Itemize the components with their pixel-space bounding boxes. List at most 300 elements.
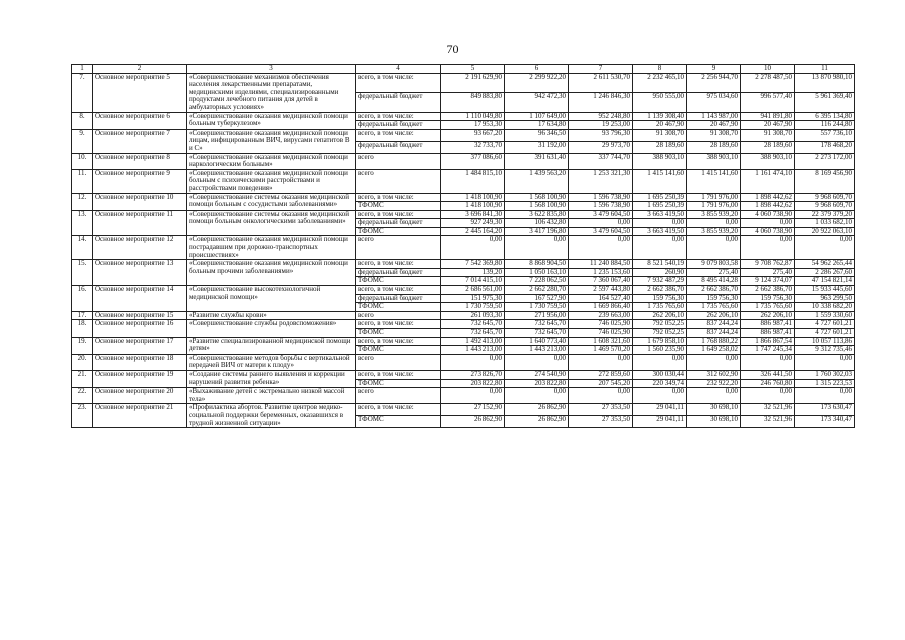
funding-source: всего <box>356 236 441 260</box>
row-number: 19. <box>72 337 93 354</box>
amount-cell: 312 602,90 <box>687 370 741 379</box>
table-row <box>72 210 855 219</box>
amount-cell: 1 033 682,10 <box>795 219 855 228</box>
amount-cell: 2 273 172,00 <box>795 153 855 169</box>
amount-cell: 0,00 <box>795 236 855 260</box>
amount-cell: 2 686 561,00 <box>441 286 505 295</box>
amount-cell: 1 898 442,62 <box>741 202 795 211</box>
amount-cell: 27 353,50 <box>569 416 633 428</box>
amount-cell: 1 418 100,90 <box>441 193 505 202</box>
event-name: Основное мероприятие 14 <box>93 286 187 312</box>
amount-cell: 377 086,60 <box>441 153 505 169</box>
amount-cell: 792 052,25 <box>633 329 687 338</box>
amount-cell: 849 883,80 <box>441 93 505 112</box>
amount-cell: 1 735 765,60 <box>687 303 741 312</box>
amount-cell: 1 866 867,54 <box>741 337 795 346</box>
event-description: «Совершенствование системы оказания медицинской помощи больным с сосудистыми заболеваниями» <box>187 193 356 210</box>
funding-source: всего, в том числе: <box>356 210 441 219</box>
amount-cell: 22 379 379,20 <box>795 210 855 219</box>
amount-cell: 1 747 245,34 <box>741 346 795 355</box>
amount-cell: 9 124 374,07 <box>741 277 795 286</box>
amount-cell: 0,00 <box>569 354 633 370</box>
amount-cell: 2 662 280,70 <box>505 286 569 295</box>
event-description: «Совершенствование оказания медицинской помощи лицам, инфицированным ВИЧ, вирусами гепатитов В и С» <box>187 129 356 153</box>
amount-cell: 139,20 <box>441 268 505 277</box>
funding-source: всего <box>356 311 441 320</box>
amount-cell: 47 154 821,14 <box>795 277 855 286</box>
event-name: Основное мероприятие 16 <box>93 320 187 337</box>
amount-cell: 732 645,70 <box>505 320 569 329</box>
event-description: «Совершенствование оказания медицинской помощи наркологическим больным» <box>187 153 356 169</box>
event-name: Основное мероприятие 10 <box>93 193 187 210</box>
row-number: 17. <box>72 311 93 320</box>
amount-cell: 173 630,47 <box>795 404 855 416</box>
row-number: 16. <box>72 286 93 312</box>
amount-cell: 20 922 063,10 <box>795 227 855 236</box>
amount-cell: 17 953,30 <box>441 121 505 130</box>
amount-cell: 0,00 <box>505 354 569 370</box>
amount-cell: 8 169 456,90 <box>795 169 855 193</box>
header-cell: 10 <box>741 65 795 74</box>
amount-cell: 7 014 415,10 <box>441 277 505 286</box>
amount-cell: 17 634,80 <box>505 121 569 130</box>
funding-source: всего <box>356 388 441 404</box>
amount-cell: 1 246 846,30 <box>569 93 633 112</box>
amount-cell: 8 868 904,50 <box>505 260 569 269</box>
amount-cell: 2 445 164,20 <box>441 227 505 236</box>
amount-cell: 1 768 880,22 <box>687 337 741 346</box>
row-number: 12. <box>72 193 93 210</box>
amount-cell: 941 891,80 <box>741 112 795 121</box>
amount-cell: 20 467,90 <box>741 121 795 130</box>
funding-source: всего, в том числе: <box>356 129 441 141</box>
row-number: 9. <box>72 129 93 153</box>
row-number: 18. <box>72 320 93 337</box>
event-description: «Совершенствование службы родовспоможения» <box>187 320 356 337</box>
amount-cell: 1 730 759,50 <box>505 303 569 312</box>
funding-source: всего <box>356 169 441 193</box>
funding-source: ТФОМС <box>356 379 441 388</box>
amount-cell: 91 308,70 <box>687 129 741 141</box>
event-name: Основное мероприятие 21 <box>93 404 187 428</box>
amount-cell: 1 679 858,10 <box>633 337 687 346</box>
amount-cell: 203 822,80 <box>505 379 569 388</box>
amount-cell: 1 469 570,20 <box>569 346 633 355</box>
event-description: «Создание системы раннего выявления и коррекции нарушений развития ребенка» <box>187 370 356 387</box>
amount-cell: 178 468,20 <box>795 141 855 153</box>
amount-cell: 732 645,70 <box>441 320 505 329</box>
amount-cell: 0,00 <box>795 388 855 404</box>
amount-cell: 26 862,90 <box>441 416 505 428</box>
amount-cell: 1 143 987,00 <box>687 112 741 121</box>
funding-source: федеральный бюджет <box>356 219 441 228</box>
amount-cell: 746 025,90 <box>569 329 633 338</box>
amount-cell: 1 560 235,90 <box>633 346 687 355</box>
funding-source: всего, в том числе: <box>356 193 441 202</box>
funding-source: ТФОМС <box>356 303 441 312</box>
event-name: Основное мероприятие 13 <box>93 260 187 286</box>
table-row <box>72 129 855 141</box>
amount-cell: 0,00 <box>687 354 741 370</box>
amount-cell: 7 228 062,50 <box>505 277 569 286</box>
amount-cell: 31 192,00 <box>505 141 569 153</box>
amount-cell: 4 060 738,90 <box>741 210 795 219</box>
amount-cell: 1 235 153,60 <box>569 268 633 277</box>
amount-cell: 10 338 682,20 <box>795 303 855 312</box>
amount-cell: 3 855 939,20 <box>687 227 741 236</box>
amount-cell: 20 467,90 <box>633 121 687 130</box>
event-name: Основное мероприятие 7 <box>93 129 187 153</box>
event-name: Основное мероприятие 6 <box>93 112 187 129</box>
header-row <box>72 65 855 74</box>
amount-cell: 746 025,90 <box>569 320 633 329</box>
amount-cell: 837 244,24 <box>687 329 741 338</box>
amount-cell: 9 708 762,87 <box>741 260 795 269</box>
event-name: Основное мероприятие 15 <box>93 311 187 320</box>
amount-cell: 1 418 100,90 <box>441 202 505 211</box>
table-row <box>72 286 855 295</box>
amount-cell: 0,00 <box>569 236 633 260</box>
amount-cell: 1 161 474,10 <box>741 169 795 193</box>
amount-cell: 1 669 866,40 <box>569 303 633 312</box>
event-description: «Выхаживание детей с экстремально низкой массой тела» <box>187 388 356 404</box>
amount-cell: 0,00 <box>687 236 741 260</box>
amount-cell: 167 527,90 <box>505 294 569 303</box>
table-row <box>72 311 855 320</box>
amount-cell: 5 961 369,40 <box>795 93 855 112</box>
amount-cell: 27 152,90 <box>441 404 505 416</box>
event-description: «Профилактика абортов. Развитие центров медико-социальной поддержки беременных, оказавшихся в трудной жизненной ситуации» <box>187 404 356 428</box>
amount-cell: 1 253 321,30 <box>569 169 633 193</box>
header-cell: 8 <box>633 65 687 74</box>
amount-cell: 32 521,96 <box>741 416 795 428</box>
event-description: «Совершенствование оказания медицинской помощи больным туберкулезом» <box>187 112 356 129</box>
amount-cell: 9 968 609,70 <box>795 193 855 202</box>
funding-source: всего, в том числе: <box>356 112 441 121</box>
amount-cell: 1 791 976,00 <box>687 193 741 202</box>
amount-cell: 3 663 419,50 <box>633 227 687 236</box>
amount-cell: 29 041,11 <box>633 404 687 416</box>
amount-cell: 3 622 835,80 <box>505 210 569 219</box>
amount-cell: 220 349,74 <box>633 379 687 388</box>
amount-cell: 116 244,80 <box>795 121 855 130</box>
header-cell: 2 <box>93 65 187 74</box>
amount-cell: 8 495 414,28 <box>687 277 741 286</box>
amount-cell: 1 735 765,60 <box>741 303 795 312</box>
header-cell: 6 <box>505 65 569 74</box>
amount-cell: 28 189,60 <box>633 141 687 153</box>
event-name: Основное мероприятие 9 <box>93 169 187 193</box>
amount-cell: 300 030,44 <box>633 370 687 379</box>
amount-cell: 1 695 250,39 <box>633 193 687 202</box>
amount-cell: 1 050 163,10 <box>505 268 569 277</box>
event-name: Основное мероприятие 12 <box>93 236 187 260</box>
row-number: 21. <box>72 370 93 387</box>
amount-cell: 32 733,70 <box>441 141 505 153</box>
amount-cell: 1 415 141,60 <box>633 169 687 193</box>
amount-cell: 2 278 487,50 <box>741 73 795 92</box>
amount-cell: 886 987,41 <box>741 320 795 329</box>
amount-cell: 1 110 049,80 <box>441 112 505 121</box>
event-description: «Развитие службы крови» <box>187 311 356 320</box>
amount-cell: 1 443 213,00 <box>441 346 505 355</box>
header-cell: 11 <box>795 65 855 74</box>
table-row <box>72 193 855 202</box>
amount-cell: 927 249,30 <box>441 219 505 228</box>
amount-cell: 0,00 <box>633 388 687 404</box>
amount-cell: 29 973,70 <box>569 141 633 153</box>
amount-cell: 30 698,10 <box>687 416 741 428</box>
amount-cell: 1 596 738,90 <box>569 202 633 211</box>
event-name: Основное мероприятие 5 <box>93 73 187 112</box>
amount-cell: 0,00 <box>633 236 687 260</box>
amount-cell: 4 060 738,90 <box>741 227 795 236</box>
amount-cell: 0,00 <box>441 354 505 370</box>
amount-cell: 275,40 <box>741 268 795 277</box>
amount-cell: 557 736,10 <box>795 129 855 141</box>
amount-cell: 91 308,70 <box>741 129 795 141</box>
row-number: 7. <box>72 73 93 112</box>
amount-cell: 203 822,80 <box>441 379 505 388</box>
funding-source: всего, в том числе: <box>356 320 441 329</box>
amount-cell: 2 299 922,20 <box>505 73 569 92</box>
amount-cell: 0,00 <box>505 236 569 260</box>
amount-cell: 151 975,30 <box>441 294 505 303</box>
funding-source: всего, в том числе: <box>356 260 441 269</box>
amount-cell: 2 191 629,90 <box>441 73 505 92</box>
amount-cell: 3 696 841,30 <box>441 210 505 219</box>
header-cell: 3 <box>187 65 356 74</box>
funding-source: всего <box>356 354 441 370</box>
amount-cell: 0,00 <box>441 388 505 404</box>
amount-cell: 391 631,40 <box>505 153 569 169</box>
amount-cell: 273 826,70 <box>441 370 505 379</box>
amount-cell: 7 932 487,29 <box>633 277 687 286</box>
amount-cell: 3 417 196,80 <box>505 227 569 236</box>
amount-cell: 886 987,41 <box>741 329 795 338</box>
row-number: 11. <box>72 169 93 193</box>
amount-cell: 7 360 067,40 <box>569 277 633 286</box>
amount-cell: 0,00 <box>687 219 741 228</box>
table-row <box>72 404 855 416</box>
amount-cell: 1 568 100,90 <box>505 193 569 202</box>
amount-cell: 1 139 308,40 <box>633 112 687 121</box>
amount-cell: 0,00 <box>441 236 505 260</box>
event-name: Основное мероприятие 19 <box>93 370 187 387</box>
row-number: 15. <box>72 260 93 286</box>
amount-cell: 2 597 443,80 <box>569 286 633 295</box>
amount-cell: 30 698,10 <box>687 404 741 416</box>
page-number: 70 <box>446 42 459 56</box>
table-row <box>72 73 855 92</box>
event-description: «Совершенствование оказания медицинской помощи пострадавшим при дорожно-транспортных происшествиях» <box>187 236 356 260</box>
row-number: 23. <box>72 404 93 428</box>
amount-cell: 388 903,10 <box>687 153 741 169</box>
funding-source: ТФОМС <box>356 277 441 286</box>
amount-cell: 164 527,40 <box>569 294 633 303</box>
table-row <box>72 354 855 370</box>
row-number: 20. <box>72 354 93 370</box>
amount-cell: 262 206,10 <box>633 311 687 320</box>
event-description: «Совершенствование оказания медицинской помощи больным прочими заболеваниями» <box>187 260 356 286</box>
table-row <box>72 388 855 404</box>
amount-cell: 2 662 386,70 <box>741 286 795 295</box>
event-description: «Совершенствование высокотехнологичной медицинской помощи» <box>187 286 356 312</box>
event-description: «Совершенствование механизмов обеспечения населения лекарственными препаратами, медицинскими изделиями, специализированными продуктами лечебного питания для детей в амбулаторных условиях» <box>187 73 356 112</box>
table-row <box>72 112 855 121</box>
amount-cell: 3 855 939,20 <box>687 210 741 219</box>
amount-cell: 2 662 386,70 <box>687 286 741 295</box>
amount-cell: 2 232 465,10 <box>633 73 687 92</box>
amount-cell: 13 870 980,10 <box>795 73 855 92</box>
amount-cell: 29 041,11 <box>633 416 687 428</box>
funding-source: ТФОМС <box>356 346 441 355</box>
amount-cell: 26 862,90 <box>505 404 569 416</box>
event-name: Основное мероприятие 11 <box>93 210 187 236</box>
event-name: Основное мероприятие 20 <box>93 388 187 404</box>
amount-cell: 207 545,20 <box>569 379 633 388</box>
amount-cell: 952 248,80 <box>569 112 633 121</box>
amount-cell: 19 253,00 <box>569 121 633 130</box>
amount-cell: 2 611 530,70 <box>569 73 633 92</box>
amount-cell: 0,00 <box>795 354 855 370</box>
amount-cell: 0,00 <box>633 219 687 228</box>
amount-cell: 0,00 <box>741 219 795 228</box>
amount-cell: 1 596 738,90 <box>569 193 633 202</box>
amount-cell: 1 484 815,10 <box>441 169 505 193</box>
budget-table <box>71 64 855 428</box>
amount-cell: 6 395 134,80 <box>795 112 855 121</box>
amount-cell: 1 791 976,00 <box>687 202 741 211</box>
amount-cell: 8 521 540,19 <box>633 260 687 269</box>
amount-cell: 262 206,10 <box>687 311 741 320</box>
amount-cell: 1 107 649,00 <box>505 112 569 121</box>
amount-cell: 975 034,60 <box>687 93 741 112</box>
amount-cell: 388 903,10 <box>633 153 687 169</box>
amount-cell: 0,00 <box>687 388 741 404</box>
amount-cell: 7 542 369,80 <box>441 260 505 269</box>
funding-source: федеральный бюджет <box>356 268 441 277</box>
amount-cell: 942 472,30 <box>505 93 569 112</box>
amount-cell: 2 662 386,70 <box>633 286 687 295</box>
amount-cell: 54 962 265,44 <box>795 260 855 269</box>
amount-cell: 275,40 <box>687 268 741 277</box>
funding-source: ТФОМС <box>356 329 441 338</box>
amount-cell: 4 727 601,21 <box>795 320 855 329</box>
funding-source: федеральный бюджет <box>356 141 441 153</box>
header-cell: 4 <box>356 65 441 74</box>
amount-cell: 26 862,90 <box>505 416 569 428</box>
amount-cell: 1 608 321,60 <box>569 337 633 346</box>
amount-cell: 732 645,70 <box>505 329 569 338</box>
table-row <box>72 337 855 346</box>
header-cell: 1 <box>72 65 93 74</box>
amount-cell: 0,00 <box>741 354 795 370</box>
amount-cell: 950 555,00 <box>633 93 687 112</box>
amount-cell: 0,00 <box>633 354 687 370</box>
amount-cell: 106 432,80 <box>505 219 569 228</box>
table-row <box>72 169 855 193</box>
amount-cell: 93 796,30 <box>569 129 633 141</box>
funding-source: ТФОМС <box>356 416 441 428</box>
amount-cell: 2 286 267,60 <box>795 268 855 277</box>
table-row <box>72 260 855 269</box>
amount-cell: 262 206,10 <box>741 311 795 320</box>
amount-cell: 0,00 <box>569 219 633 228</box>
amount-cell: 173 340,47 <box>795 416 855 428</box>
amount-cell: 3 479 604,50 <box>569 210 633 219</box>
row-number: 22. <box>72 388 93 404</box>
header-cell: 5 <box>441 65 505 74</box>
amount-cell: 0,00 <box>741 388 795 404</box>
funding-source: всего, в том числе: <box>356 337 441 346</box>
header-cell: 7 <box>569 65 633 74</box>
amount-cell: 1 735 765,60 <box>633 303 687 312</box>
amount-cell: 326 441,50 <box>741 370 795 379</box>
amount-cell: 963 299,50 <box>795 294 855 303</box>
amount-cell: 93 667,20 <box>441 129 505 141</box>
amount-cell: 32 521,96 <box>741 404 795 416</box>
funding-source: федеральный бюджет <box>356 121 441 130</box>
funding-source: ТФОМС <box>356 227 441 236</box>
row-number: 14. <box>72 236 93 260</box>
amount-cell: 1 730 759,50 <box>441 303 505 312</box>
funding-source: всего, в том числе: <box>356 370 441 379</box>
amount-cell: 3 479 604,50 <box>569 227 633 236</box>
amount-cell: 732 645,70 <box>441 329 505 338</box>
funding-source: всего, в том числе: <box>356 286 441 295</box>
amount-cell: 2 256 944,70 <box>687 73 741 92</box>
amount-cell: 27 353,50 <box>569 404 633 416</box>
amount-cell: 20 467,90 <box>687 121 741 130</box>
event-description: «Развитие специализированной медицинской помощи детям» <box>187 337 356 354</box>
amount-cell: 1 898 442,62 <box>741 193 795 202</box>
row-number: 8. <box>72 112 93 129</box>
amount-cell: 1 649 258,02 <box>687 346 741 355</box>
amount-cell: 159 756,30 <box>687 294 741 303</box>
amount-cell: 11 240 884,50 <box>569 260 633 269</box>
amount-cell: 837 244,24 <box>687 320 741 329</box>
table-row <box>72 153 855 169</box>
amount-cell: 0,00 <box>569 388 633 404</box>
amount-cell: 91 308,70 <box>633 129 687 141</box>
amount-cell: 337 744,70 <box>569 153 633 169</box>
amount-cell: 1 415 141,60 <box>687 169 741 193</box>
event-name: Основное мероприятие 18 <box>93 354 187 370</box>
funding-source: всего <box>356 153 441 169</box>
event-name: Основное мероприятие 8 <box>93 153 187 169</box>
header-cell: 9 <box>687 65 741 74</box>
amount-cell: 272 859,60 <box>569 370 633 379</box>
amount-cell: 159 756,30 <box>633 294 687 303</box>
amount-cell: 0,00 <box>741 236 795 260</box>
funding-source: ТФОМС <box>356 202 441 211</box>
event-description: «Совершенствование методов борьбы с вертикальной передачей ВИЧ от матери к плоду» <box>187 354 356 370</box>
amount-cell: 232 922,20 <box>687 379 741 388</box>
funding-source: федеральный бюджет <box>356 294 441 303</box>
amount-cell: 260,90 <box>633 268 687 277</box>
amount-cell: 1 559 330,60 <box>795 311 855 320</box>
amount-cell: 1 568 100,90 <box>505 202 569 211</box>
amount-cell: 28 189,60 <box>741 141 795 153</box>
amount-cell: 3 663 419,50 <box>633 210 687 219</box>
row-number: 10. <box>72 153 93 169</box>
amount-cell: 10 057 113,86 <box>795 337 855 346</box>
amount-cell: 996 577,40 <box>741 93 795 112</box>
event-name: Основное мероприятие 17 <box>93 337 187 354</box>
table-row <box>72 236 855 260</box>
amount-cell: 1 315 223,53 <box>795 379 855 388</box>
